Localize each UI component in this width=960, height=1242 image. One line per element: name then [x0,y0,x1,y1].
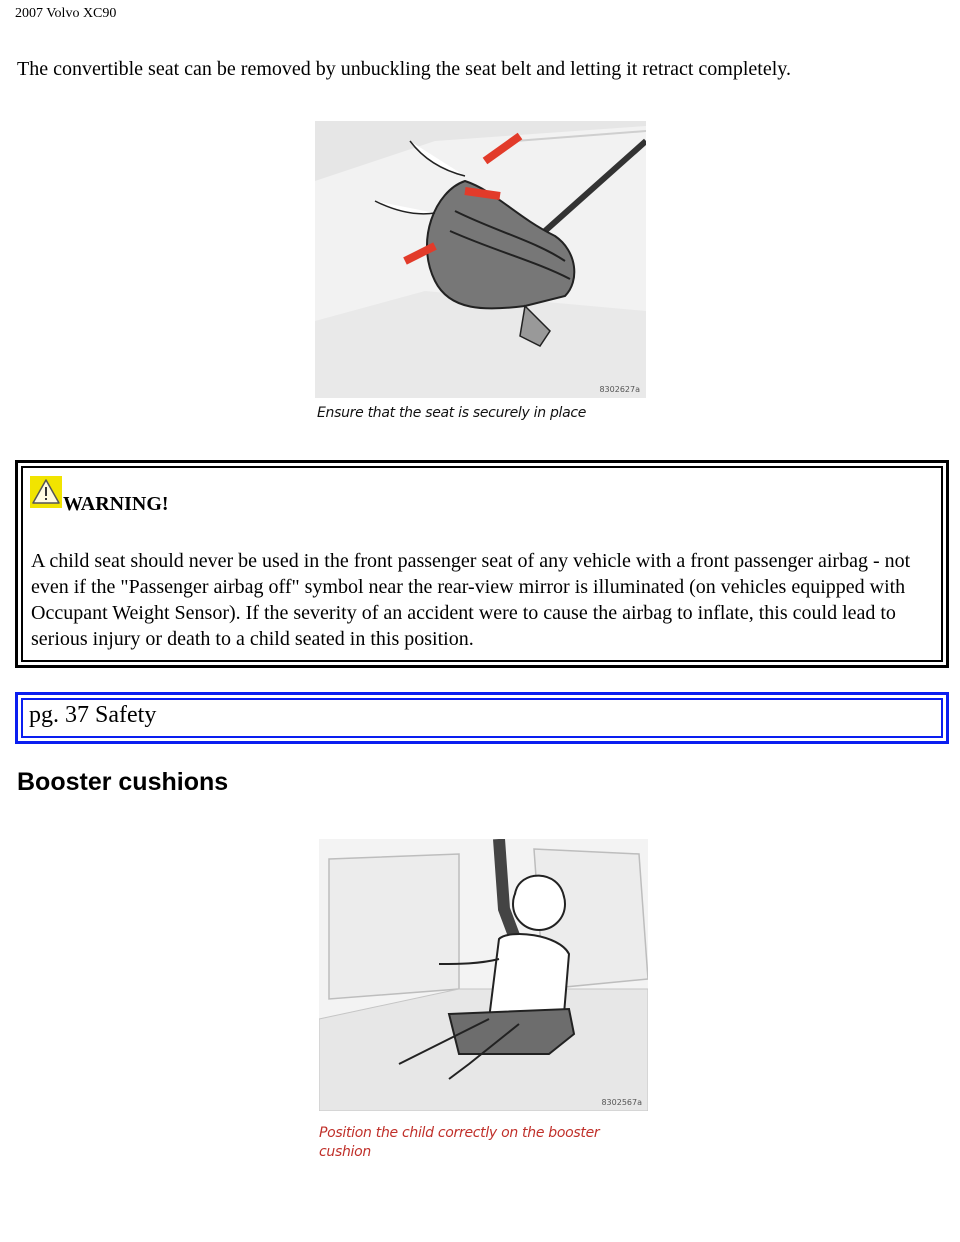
booster-cushion-illustration [319,839,648,1111]
page-label-box [15,692,949,744]
warning-box [15,460,949,668]
page-header: 2007 Volvo XC90 [15,6,117,21]
figure-caption: Position the child correctly on the booster cushion [319,1125,600,1160]
figure-code: 8302627a [599,385,640,394]
warning-title: WARNING! [63,493,169,515]
page-label: pg. 37 Safety [21,698,943,738]
warning-box-inner [21,466,943,662]
figure-caption: Ensure that the seat is securely in place [317,405,587,421]
intro-text: The convertible seat can be removed by unbuckling the seat belt and letting it retract completely. [17,58,791,80]
warning-text: A child seat should never be used in the front passenger seat of any vehicle with a front passenger airbag - not even if the "Passenger airbag off" symbol near the rear-view mirror is illuminated (on vehicles equipped with Occupant Weight Sensor). If the severity of an accident were to cause the airbag to inflate, this could lead to serious injury or death to a child seated in this position. [31,550,911,650]
warning-triangle-icon [30,476,62,508]
figure-code: 8302567a [601,1098,642,1107]
child-seat-removal-illustration [315,121,646,398]
section-title: Booster cushions [17,768,229,796]
